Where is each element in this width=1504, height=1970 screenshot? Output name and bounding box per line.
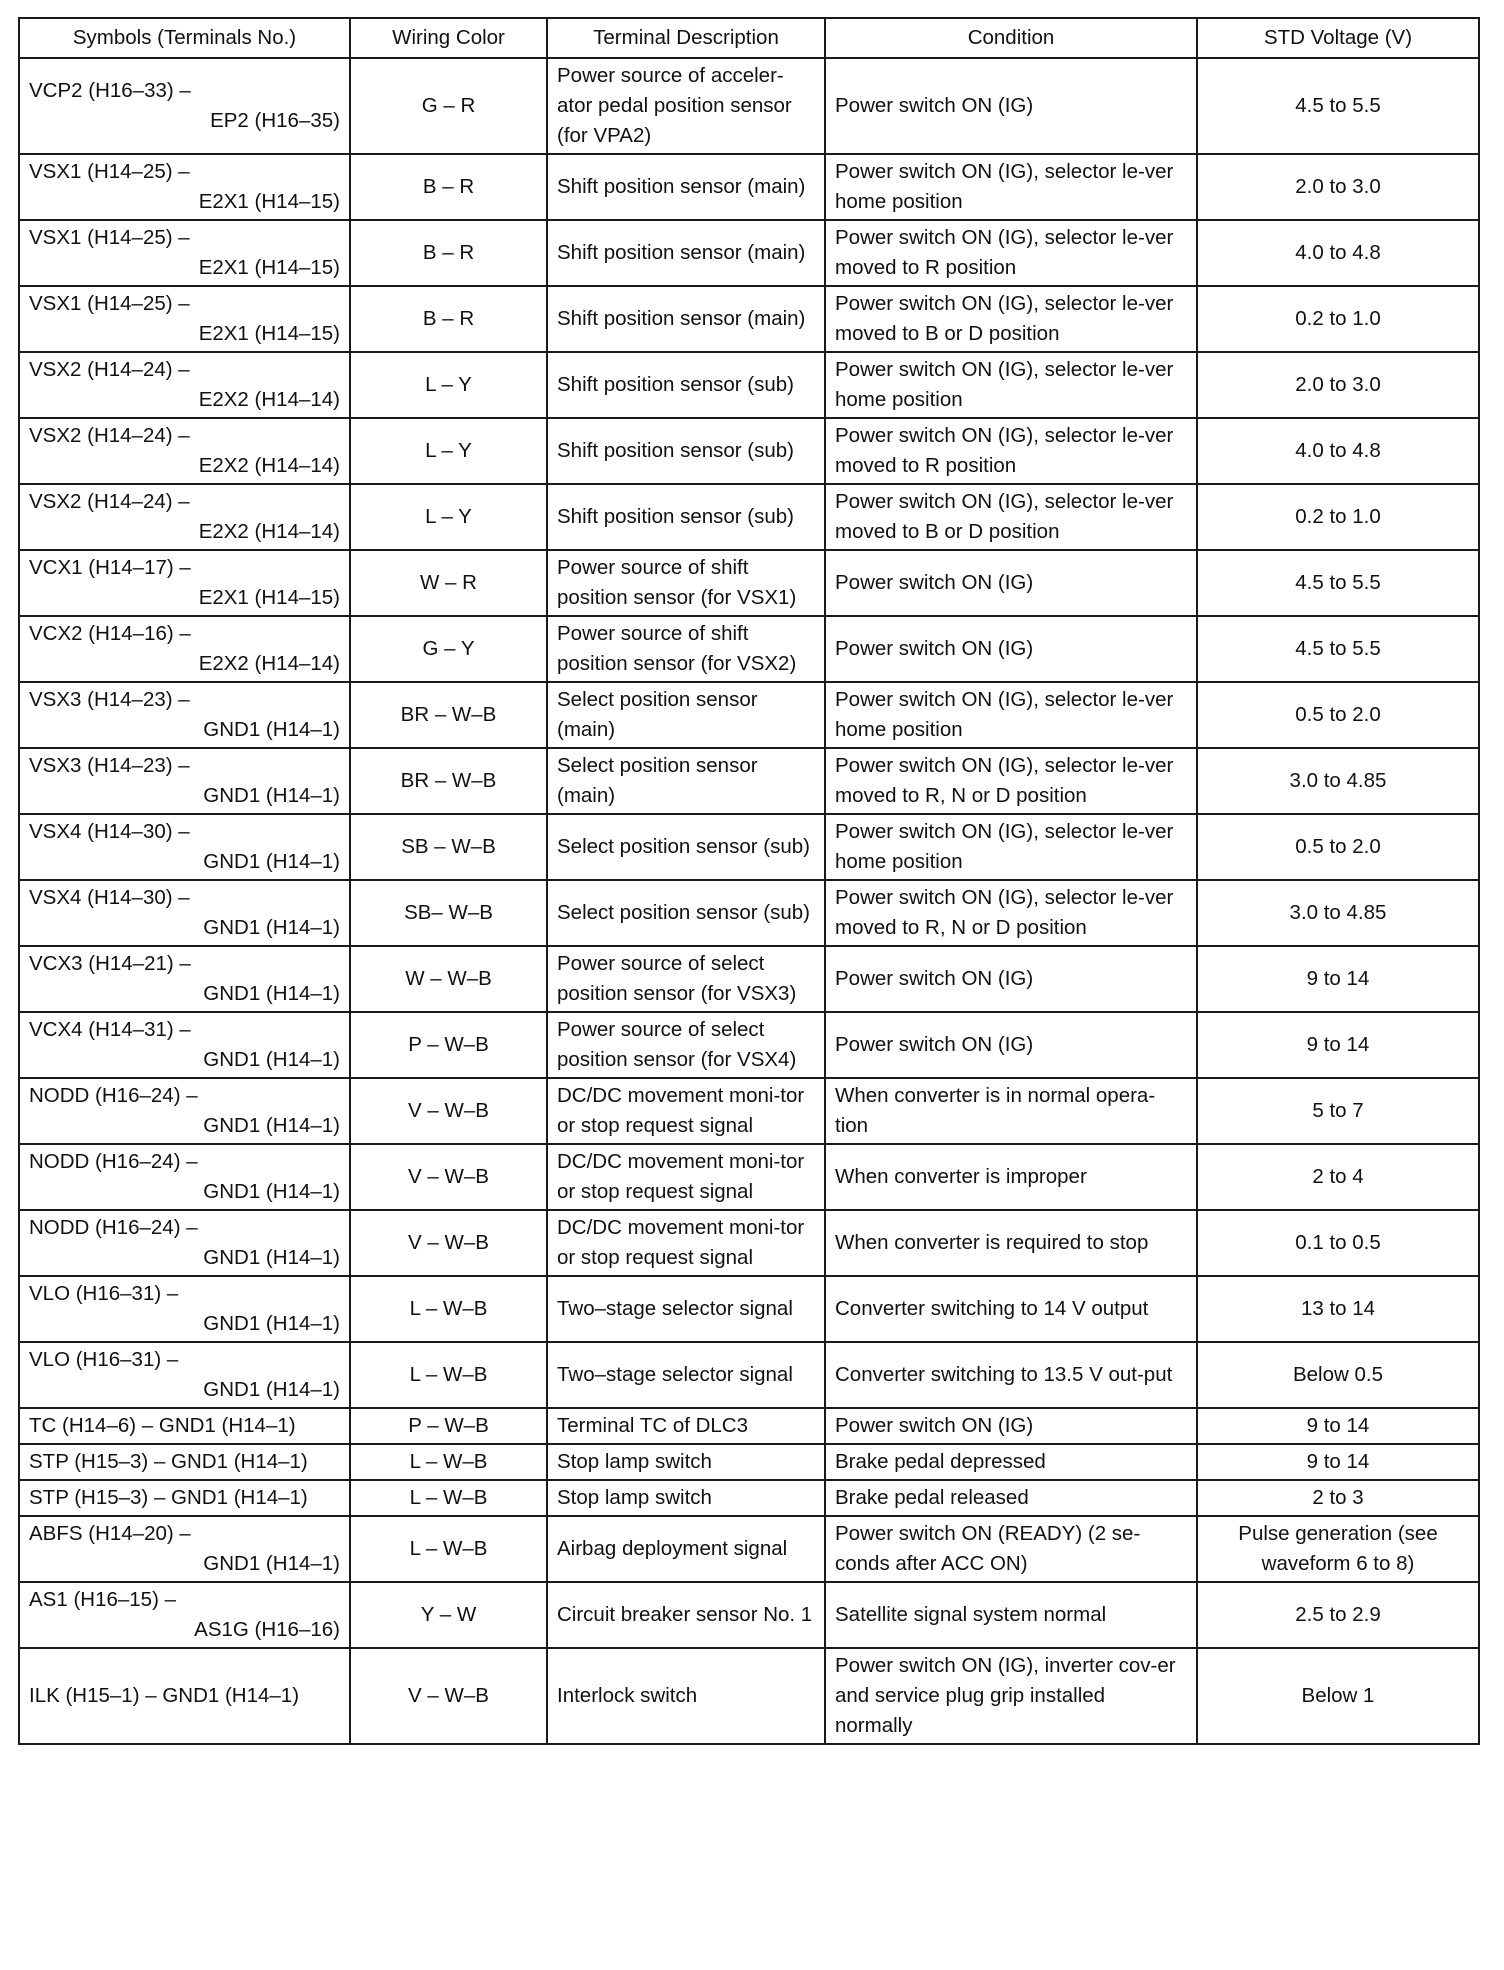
symbol-terminal-to: GND1 (H14–1) <box>203 916 340 939</box>
terminal-description-cell: Select position sensor (main) <box>547 748 825 814</box>
condition-cell: Power switch ON (IG), selector le-ver moved to R, N or D position <box>825 880 1197 946</box>
terminal-description-cell: Stop lamp switch <box>547 1480 825 1516</box>
terminal-description-cell: Stop lamp switch <box>547 1444 825 1480</box>
wiring-color-cell: P – W–B <box>350 1012 547 1078</box>
symbol-terminal-to: EP2 (H16–35) <box>210 109 340 132</box>
header-symbols: Symbols (Terminals No.) <box>19 18 350 58</box>
table-row <box>19 1480 1479 1516</box>
std-voltage-cell: 3.0 to 4.85 <box>1197 748 1479 814</box>
symbols-cell <box>19 550 350 616</box>
wiring-color-cell: W – R <box>350 550 547 616</box>
wiring-color-cell: L – W–B <box>350 1276 547 1342</box>
symbols-cell <box>19 58 350 154</box>
wiring-color-cell: L – W–B <box>350 1342 547 1408</box>
terminal-description-cell: DC/DC movement moni-tor or stop request signal <box>547 1210 825 1276</box>
symbols-cell <box>19 1078 350 1144</box>
condition-cell: Power switch ON (IG), selector le-ver moved to B or D position <box>825 484 1197 550</box>
condition-cell: Power switch ON (IG) <box>825 58 1197 154</box>
std-voltage-cell: Below 1 <box>1197 1648 1479 1744</box>
terminal-description-cell: Two–stage selector signal <box>547 1276 825 1342</box>
condition-cell: Power switch ON (IG) <box>825 616 1197 682</box>
terminal-description-cell: Select position sensor (main) <box>547 682 825 748</box>
wiring-color-cell: BR – W–B <box>350 682 547 748</box>
symbol-terminal-to: GND1 (H14–1) <box>203 1312 340 1335</box>
header-std-voltage: STD Voltage (V) <box>1197 18 1479 58</box>
symbol-terminal-to: E2X2 (H14–14) <box>198 388 340 411</box>
terminal-description-cell: Power source of shift position sensor (for VSX1) <box>547 550 825 616</box>
terminal-description-cell: Power source of select position sensor (for VSX3) <box>547 946 825 1012</box>
table-body <box>19 58 1479 1744</box>
terminal-description-cell: Power source of select position sensor (for VSX4) <box>547 1012 825 1078</box>
symbols-cell <box>19 1516 350 1582</box>
symbol-terminal-to: E2X2 (H14–14) <box>198 454 340 477</box>
table-row <box>19 814 1479 880</box>
symbol-terminal-to: GND1 (H14–1) <box>203 850 340 873</box>
symbol-terminal-from: NODD (H16–24) – <box>29 1084 198 1107</box>
symbol-terminal-to: E2X1 (H14–15) <box>198 586 340 609</box>
wiring-color-cell: L – W–B <box>350 1444 547 1480</box>
terminal-description-cell: Shift position sensor (main) <box>547 154 825 220</box>
symbols-cell <box>19 682 350 748</box>
symbol-terminal-from: VCX4 (H14–31) – <box>29 1018 191 1041</box>
condition-cell: Brake pedal released <box>825 1480 1197 1516</box>
symbols-cell <box>19 1480 350 1516</box>
terminal-description-cell: Select position sensor (sub) <box>547 880 825 946</box>
symbols-cell <box>19 154 350 220</box>
table-row <box>19 946 1479 1012</box>
header-row <box>19 18 1479 58</box>
symbol-terminal-from: VSX4 (H14–30) – <box>29 820 190 843</box>
symbol-terminal-pair: TC (H14–6) – GND1 (H14–1) <box>29 1414 296 1437</box>
std-voltage-cell: 4.0 to 4.8 <box>1197 220 1479 286</box>
symbol-terminal-to: GND1 (H14–1) <box>203 1552 340 1575</box>
terminal-description-cell: Terminal TC of DLC3 <box>547 1408 825 1444</box>
condition-cell: When converter is in normal opera-tion <box>825 1078 1197 1144</box>
table-row <box>19 286 1479 352</box>
table-row <box>19 1408 1479 1444</box>
symbols-cell <box>19 484 350 550</box>
table-row <box>19 1078 1479 1144</box>
terminal-description-cell: Airbag deployment signal <box>547 1516 825 1582</box>
symbols-cell <box>19 1408 350 1444</box>
symbols-cell <box>19 286 350 352</box>
table-row <box>19 550 1479 616</box>
terminal-description-cell: Shift position sensor (sub) <box>547 352 825 418</box>
wiring-color-cell: B – R <box>350 220 547 286</box>
wiring-color-cell: B – R <box>350 286 547 352</box>
std-voltage-cell: 2.0 to 3.0 <box>1197 352 1479 418</box>
symbol-terminal-from: VSX2 (H14–24) – <box>29 424 190 447</box>
wiring-color-cell: L – W–B <box>350 1516 547 1582</box>
wiring-color-cell: G – Y <box>350 616 547 682</box>
symbol-terminal-to: GND1 (H14–1) <box>203 1378 340 1401</box>
std-voltage-cell: 9 to 14 <box>1197 1408 1479 1444</box>
condition-cell: Power switch ON (IG) <box>825 946 1197 1012</box>
std-voltage-cell: 0.1 to 0.5 <box>1197 1210 1479 1276</box>
terminal-description-cell: Select position sensor (sub) <box>547 814 825 880</box>
wiring-color-cell: B – R <box>350 154 547 220</box>
symbol-terminal-from: NODD (H16–24) – <box>29 1150 198 1173</box>
wiring-color-cell: L – Y <box>350 484 547 550</box>
table-row <box>19 880 1479 946</box>
table-row <box>19 1210 1479 1276</box>
table-row <box>19 1516 1479 1582</box>
condition-cell: Power switch ON (IG), selector le-ver moved to R position <box>825 418 1197 484</box>
wiring-color-cell: Y – W <box>350 1582 547 1648</box>
symbols-cell <box>19 352 350 418</box>
symbol-terminal-from: VLO (H16–31) – <box>29 1348 179 1371</box>
symbol-terminal-from: NODD (H16–24) – <box>29 1216 198 1239</box>
symbols-cell <box>19 880 350 946</box>
symbol-terminal-pair: STP (H15–3) – GND1 (H14–1) <box>29 1486 308 1509</box>
symbol-terminal-from: VSX3 (H14–23) – <box>29 754 190 777</box>
condition-cell: Power switch ON (IG), selector le-ver home position <box>825 682 1197 748</box>
terminal-description-cell: DC/DC movement moni-tor or stop request signal <box>547 1078 825 1144</box>
condition-cell: Power switch ON (IG) <box>825 1408 1197 1444</box>
table-row <box>19 484 1479 550</box>
condition-cell: Satellite signal system normal <box>825 1582 1197 1648</box>
terminal-description-cell: Interlock switch <box>547 1648 825 1744</box>
table-row <box>19 748 1479 814</box>
symbol-terminal-from: VSX1 (H14–25) – <box>29 292 190 315</box>
symbol-terminal-to: AS1G (H16–16) <box>194 1618 340 1641</box>
std-voltage-cell: 13 to 14 <box>1197 1276 1479 1342</box>
std-voltage-cell: 4.5 to 5.5 <box>1197 550 1479 616</box>
symbol-terminal-from: VCX1 (H14–17) – <box>29 556 191 579</box>
table-row <box>19 58 1479 154</box>
std-voltage-cell: 2.0 to 3.0 <box>1197 154 1479 220</box>
condition-cell: When converter is required to stop <box>825 1210 1197 1276</box>
symbol-terminal-to: E2X1 (H14–15) <box>198 256 340 279</box>
condition-cell: Brake pedal depressed <box>825 1444 1197 1480</box>
symbol-terminal-from: ABFS (H14–20) – <box>29 1522 191 1545</box>
symbol-terminal-to: GND1 (H14–1) <box>203 718 340 741</box>
condition-cell: Converter switching to 14 V output <box>825 1276 1197 1342</box>
condition-cell: Power switch ON (IG), selector le-ver home position <box>825 352 1197 418</box>
terminal-description-cell: Power source of acceler-ator pedal position sensor (for VPA2) <box>547 58 825 154</box>
table-row <box>19 154 1479 220</box>
symbols-cell <box>19 220 350 286</box>
std-voltage-cell: 2 to 3 <box>1197 1480 1479 1516</box>
symbol-terminal-to: GND1 (H14–1) <box>203 982 340 1005</box>
condition-cell: Power switch ON (IG), selector le-ver home position <box>825 154 1197 220</box>
wiring-color-cell: L – Y <box>350 418 547 484</box>
table-row <box>19 616 1479 682</box>
table-row <box>19 1582 1479 1648</box>
symbols-cell <box>19 1342 350 1408</box>
wiring-color-cell: SB – W–B <box>350 814 547 880</box>
terminal-description-cell: Circuit breaker sensor No. 1 <box>547 1582 825 1648</box>
symbol-terminal-from: VSX1 (H14–25) – <box>29 226 190 249</box>
header-wiring-color: Wiring Color <box>350 18 547 58</box>
wiring-color-cell: V – W–B <box>350 1144 547 1210</box>
std-voltage-cell: 0.5 to 2.0 <box>1197 682 1479 748</box>
symbol-terminal-from: VSX2 (H14–24) – <box>29 490 190 513</box>
terminal-description-cell: Power source of shift position sensor (for VSX2) <box>547 616 825 682</box>
condition-cell: Power switch ON (IG), inverter cov-er and service plug grip installed normally <box>825 1648 1197 1744</box>
symbols-cell <box>19 1276 350 1342</box>
symbol-terminal-to: GND1 (H14–1) <box>203 784 340 807</box>
std-voltage-cell: 0.5 to 2.0 <box>1197 814 1479 880</box>
symbol-terminal-from: VSX3 (H14–23) – <box>29 688 190 711</box>
header-condition: Condition <box>825 18 1197 58</box>
terminal-description-cell: Shift position sensor (main) <box>547 220 825 286</box>
condition-cell: Power switch ON (IG), selector le-ver home position <box>825 814 1197 880</box>
symbols-cell <box>19 814 350 880</box>
std-voltage-cell: 4.0 to 4.8 <box>1197 418 1479 484</box>
terminal-inspection-table <box>18 17 1480 1745</box>
header-terminal-description: Terminal Description <box>547 18 825 58</box>
symbols-cell <box>19 1444 350 1480</box>
std-voltage-cell: 2 to 4 <box>1197 1144 1479 1210</box>
std-voltage-cell: 0.2 to 1.0 <box>1197 286 1479 352</box>
table-row <box>19 1648 1479 1744</box>
table-row <box>19 1012 1479 1078</box>
table-row <box>19 682 1479 748</box>
terminal-description-cell: Shift position sensor (sub) <box>547 484 825 550</box>
terminal-description-cell: Shift position sensor (main) <box>547 286 825 352</box>
std-voltage-cell: 3.0 to 4.85 <box>1197 880 1479 946</box>
table-row <box>19 418 1479 484</box>
symbols-cell <box>19 616 350 682</box>
std-voltage-cell: 0.2 to 1.0 <box>1197 484 1479 550</box>
symbol-terminal-to: GND1 (H14–1) <box>203 1246 340 1269</box>
wiring-color-cell: P – W–B <box>350 1408 547 1444</box>
std-voltage-cell: 9 to 14 <box>1197 1012 1479 1078</box>
symbol-terminal-from: VCP2 (H16–33) – <box>29 79 191 102</box>
wiring-color-cell: L – W–B <box>350 1480 547 1516</box>
symbol-terminal-from: AS1 (H16–15) – <box>29 1588 177 1611</box>
condition-cell: Power switch ON (IG), selector le-ver moved to R, N or D position <box>825 748 1197 814</box>
std-voltage-cell: 4.5 to 5.5 <box>1197 616 1479 682</box>
symbols-cell <box>19 1648 350 1744</box>
symbol-terminal-to: GND1 (H14–1) <box>203 1114 340 1137</box>
wiring-color-cell: W – W–B <box>350 946 547 1012</box>
table-row <box>19 1144 1479 1210</box>
table-row <box>19 1276 1479 1342</box>
wiring-color-cell: V – W–B <box>350 1648 547 1744</box>
symbol-terminal-pair: STP (H15–3) – GND1 (H14–1) <box>29 1450 308 1473</box>
symbol-terminal-from: VLO (H16–31) – <box>29 1282 179 1305</box>
std-voltage-cell: Below 0.5 <box>1197 1342 1479 1408</box>
table-row <box>19 1342 1479 1408</box>
std-voltage-cell: 9 to 14 <box>1197 1444 1479 1480</box>
wiring-color-cell: BR – W–B <box>350 748 547 814</box>
symbol-terminal-to: E2X1 (H14–15) <box>198 190 340 213</box>
wiring-color-cell: SB– W–B <box>350 880 547 946</box>
symbols-cell <box>19 1144 350 1210</box>
condition-cell: Power switch ON (IG) <box>825 1012 1197 1078</box>
wiring-color-cell: L – Y <box>350 352 547 418</box>
condition-cell: Power switch ON (IG), selector le-ver moved to B or D position <box>825 286 1197 352</box>
symbol-terminal-from: VSX4 (H14–30) – <box>29 886 190 909</box>
std-voltage-cell: 9 to 14 <box>1197 946 1479 1012</box>
wiring-color-cell: G – R <box>350 58 547 154</box>
table-row <box>19 1444 1479 1480</box>
terminal-description-cell: Shift position sensor (sub) <box>547 418 825 484</box>
symbol-terminal-to: GND1 (H14–1) <box>203 1048 340 1071</box>
symbol-terminal-from: VSX1 (H14–25) – <box>29 160 190 183</box>
symbol-terminal-to: E2X1 (H14–15) <box>198 322 340 345</box>
symbols-cell <box>19 418 350 484</box>
symbols-cell <box>19 1210 350 1276</box>
table-row <box>19 220 1479 286</box>
condition-cell: Power switch ON (READY) (2 se-conds after ACC ON) <box>825 1516 1197 1582</box>
symbol-terminal-to: E2X2 (H14–14) <box>198 652 340 675</box>
terminal-description-cell: Two–stage selector signal <box>547 1342 825 1408</box>
std-voltage-cell: Pulse generation (see waveform 6 to 8) <box>1197 1516 1479 1582</box>
symbol-terminal-pair: ILK (H15–1) – GND1 (H14–1) <box>29 1684 300 1707</box>
std-voltage-cell: 5 to 7 <box>1197 1078 1479 1144</box>
condition-cell: When converter is improper <box>825 1144 1197 1210</box>
condition-cell: Power switch ON (IG), selector le-ver moved to R position <box>825 220 1197 286</box>
wiring-color-cell: V – W–B <box>350 1078 547 1144</box>
symbols-cell <box>19 946 350 1012</box>
symbols-cell <box>19 1582 350 1648</box>
terminal-description-cell: DC/DC movement moni-tor or stop request signal <box>547 1144 825 1210</box>
symbol-terminal-from: VSX2 (H14–24) – <box>29 358 190 381</box>
symbols-cell <box>19 748 350 814</box>
table-row <box>19 352 1479 418</box>
symbol-terminal-from: VCX3 (H14–21) – <box>29 952 191 975</box>
std-voltage-cell: 2.5 to 2.9 <box>1197 1582 1479 1648</box>
symbol-terminal-to: E2X2 (H14–14) <box>198 520 340 543</box>
std-voltage-cell: 4.5 to 5.5 <box>1197 58 1479 154</box>
symbol-terminal-from: VCX2 (H14–16) – <box>29 622 191 645</box>
wiring-color-cell: V – W–B <box>350 1210 547 1276</box>
condition-cell: Power switch ON (IG) <box>825 550 1197 616</box>
symbol-terminal-to: GND1 (H14–1) <box>203 1180 340 1203</box>
symbols-cell <box>19 1012 350 1078</box>
condition-cell: Converter switching to 13.5 V out-put <box>825 1342 1197 1408</box>
